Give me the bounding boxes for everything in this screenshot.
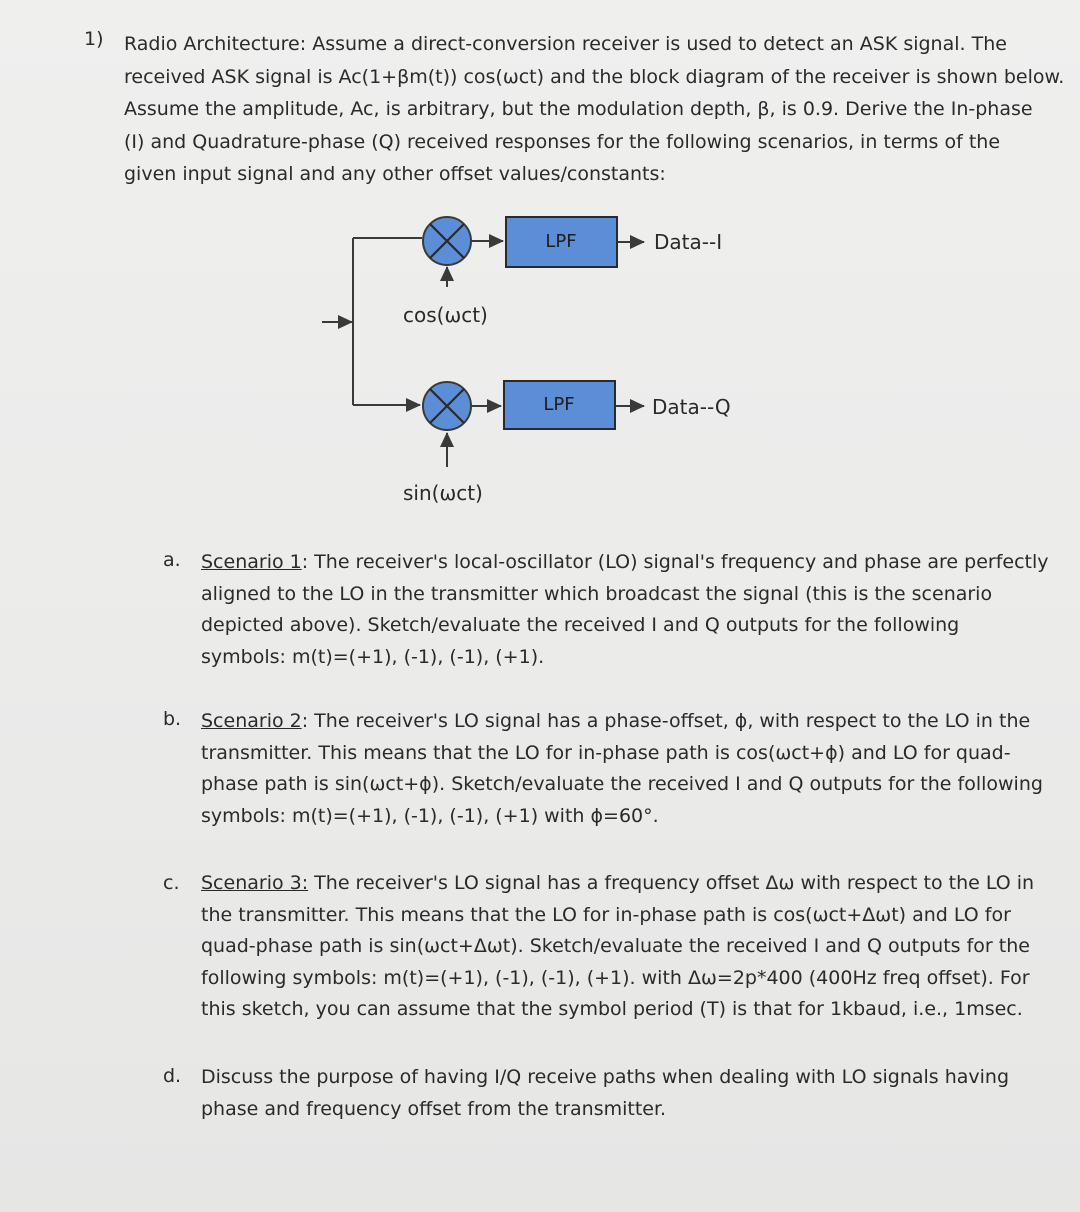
scenario-line: the transmitter. This means that the LO for in-phase path is cos(ωct+Δωt) and LO for — [201, 903, 1011, 926]
scenario-line: : The receiver's LO signal has a phase-offset, ϕ, with respect to the LO in the — [301, 710, 1031, 732]
scenario-d-letter: d. — [163, 1065, 182, 1087]
question-line: (I) and Quadrature-phase (Q) received responses for the following scenarios, in terms of the — [124, 130, 1001, 153]
scenario-c-letter: c. — [163, 872, 180, 894]
top-lpf-label: LPF — [545, 231, 577, 252]
question-text — [124, 28, 1065, 191]
top-mixer-icon — [423, 217, 471, 265]
scenario-line: following symbols: m(t)=(+1), (-1), (-1), (+1). with Δω=2p*400 (400Hz freq offset). For — [201, 966, 1030, 989]
scenario-c-title: Scenario 3: — [201, 872, 309, 894]
scenario-line: symbols: m(t)=(+1), (-1), (-1), (+1). — [201, 645, 545, 668]
scenario-a-text — [201, 547, 1049, 673]
data-i-label: Data--I — [654, 230, 723, 254]
question-line: received ASK signal is Ac(1+βm(t)) cos(ωct) and the block diagram of the receiver is shown below. — [124, 65, 1065, 88]
question-line: Radio Architecture: Assume a direct-conversion receiver is used to detect an ASK signal. The — [124, 33, 1007, 55]
bottom-lpf-label: LPF — [543, 394, 575, 415]
scenario-b-title: Scenario 2 — [201, 710, 302, 732]
scenario-line: phase path is sin(ωct+ϕ). Sketch/evaluate the received I and Q outputs for the following — [201, 773, 1043, 795]
cos-lo-label: cos(ωct) — [403, 303, 488, 327]
scenario-line: : The receiver's local-oscillator (LO) signal's frequency and phase are perfectly — [301, 551, 1049, 573]
scenario-a-letter: a. — [163, 549, 181, 571]
scenario-line: Discuss the purpose of having I/Q receive paths when dealing with LO signals having — [201, 1066, 1010, 1088]
scenario-line: symbols: m(t)=(+1), (-1), (-1), (+1) with ϕ=60°. — [201, 804, 659, 827]
scenario-d-text — [201, 1062, 1041, 1125]
scenario-line: The receiver's LO signal has a frequency offset Δω with respect to the LO in — [308, 872, 1035, 894]
receiver-block-diagram — [300, 205, 780, 525]
scenario-c-text — [201, 868, 1041, 1026]
scenario-line: phase and frequency offset from the transmitter. — [201, 1097, 667, 1120]
scenario-line: depicted above). Sketch/evaluate the received I and Q outputs for the following — [201, 614, 960, 636]
data-q-label: Data--Q — [652, 395, 731, 419]
scenario-b-letter: b. — [163, 708, 182, 730]
sin-lo-label: sin(ωct) — [403, 481, 483, 505]
question-line: given input signal and any other offset values/constants: — [124, 163, 666, 185]
scenario-line: transmitter. This means that the LO for in-phase path is cos(ωct+ϕ) and LO for quad- — [201, 741, 1011, 764]
question-number: 1) — [84, 28, 104, 50]
scenario-a-title: Scenario 1 — [201, 551, 302, 573]
scenario-line: aligned to the LO in the transmitter which broadcast the signal (this is the scenario — [201, 582, 993, 605]
bottom-mixer-icon — [423, 382, 471, 430]
scenario-line: quad-phase path is sin(ωct+Δωt). Sketch/evaluate the received I and Q outputs for the — [201, 935, 1030, 957]
scenario-b-text — [201, 706, 1041, 832]
scenario-line: this sketch, you can assume that the symbol period (T) is that for 1kbaud, i.e., 1msec. — [201, 998, 1023, 1020]
question-line: Assume the amplitude, Ac, is arbitrary, but the modulation depth, β, is 0.9. Derive the In-phase — [124, 98, 1033, 120]
